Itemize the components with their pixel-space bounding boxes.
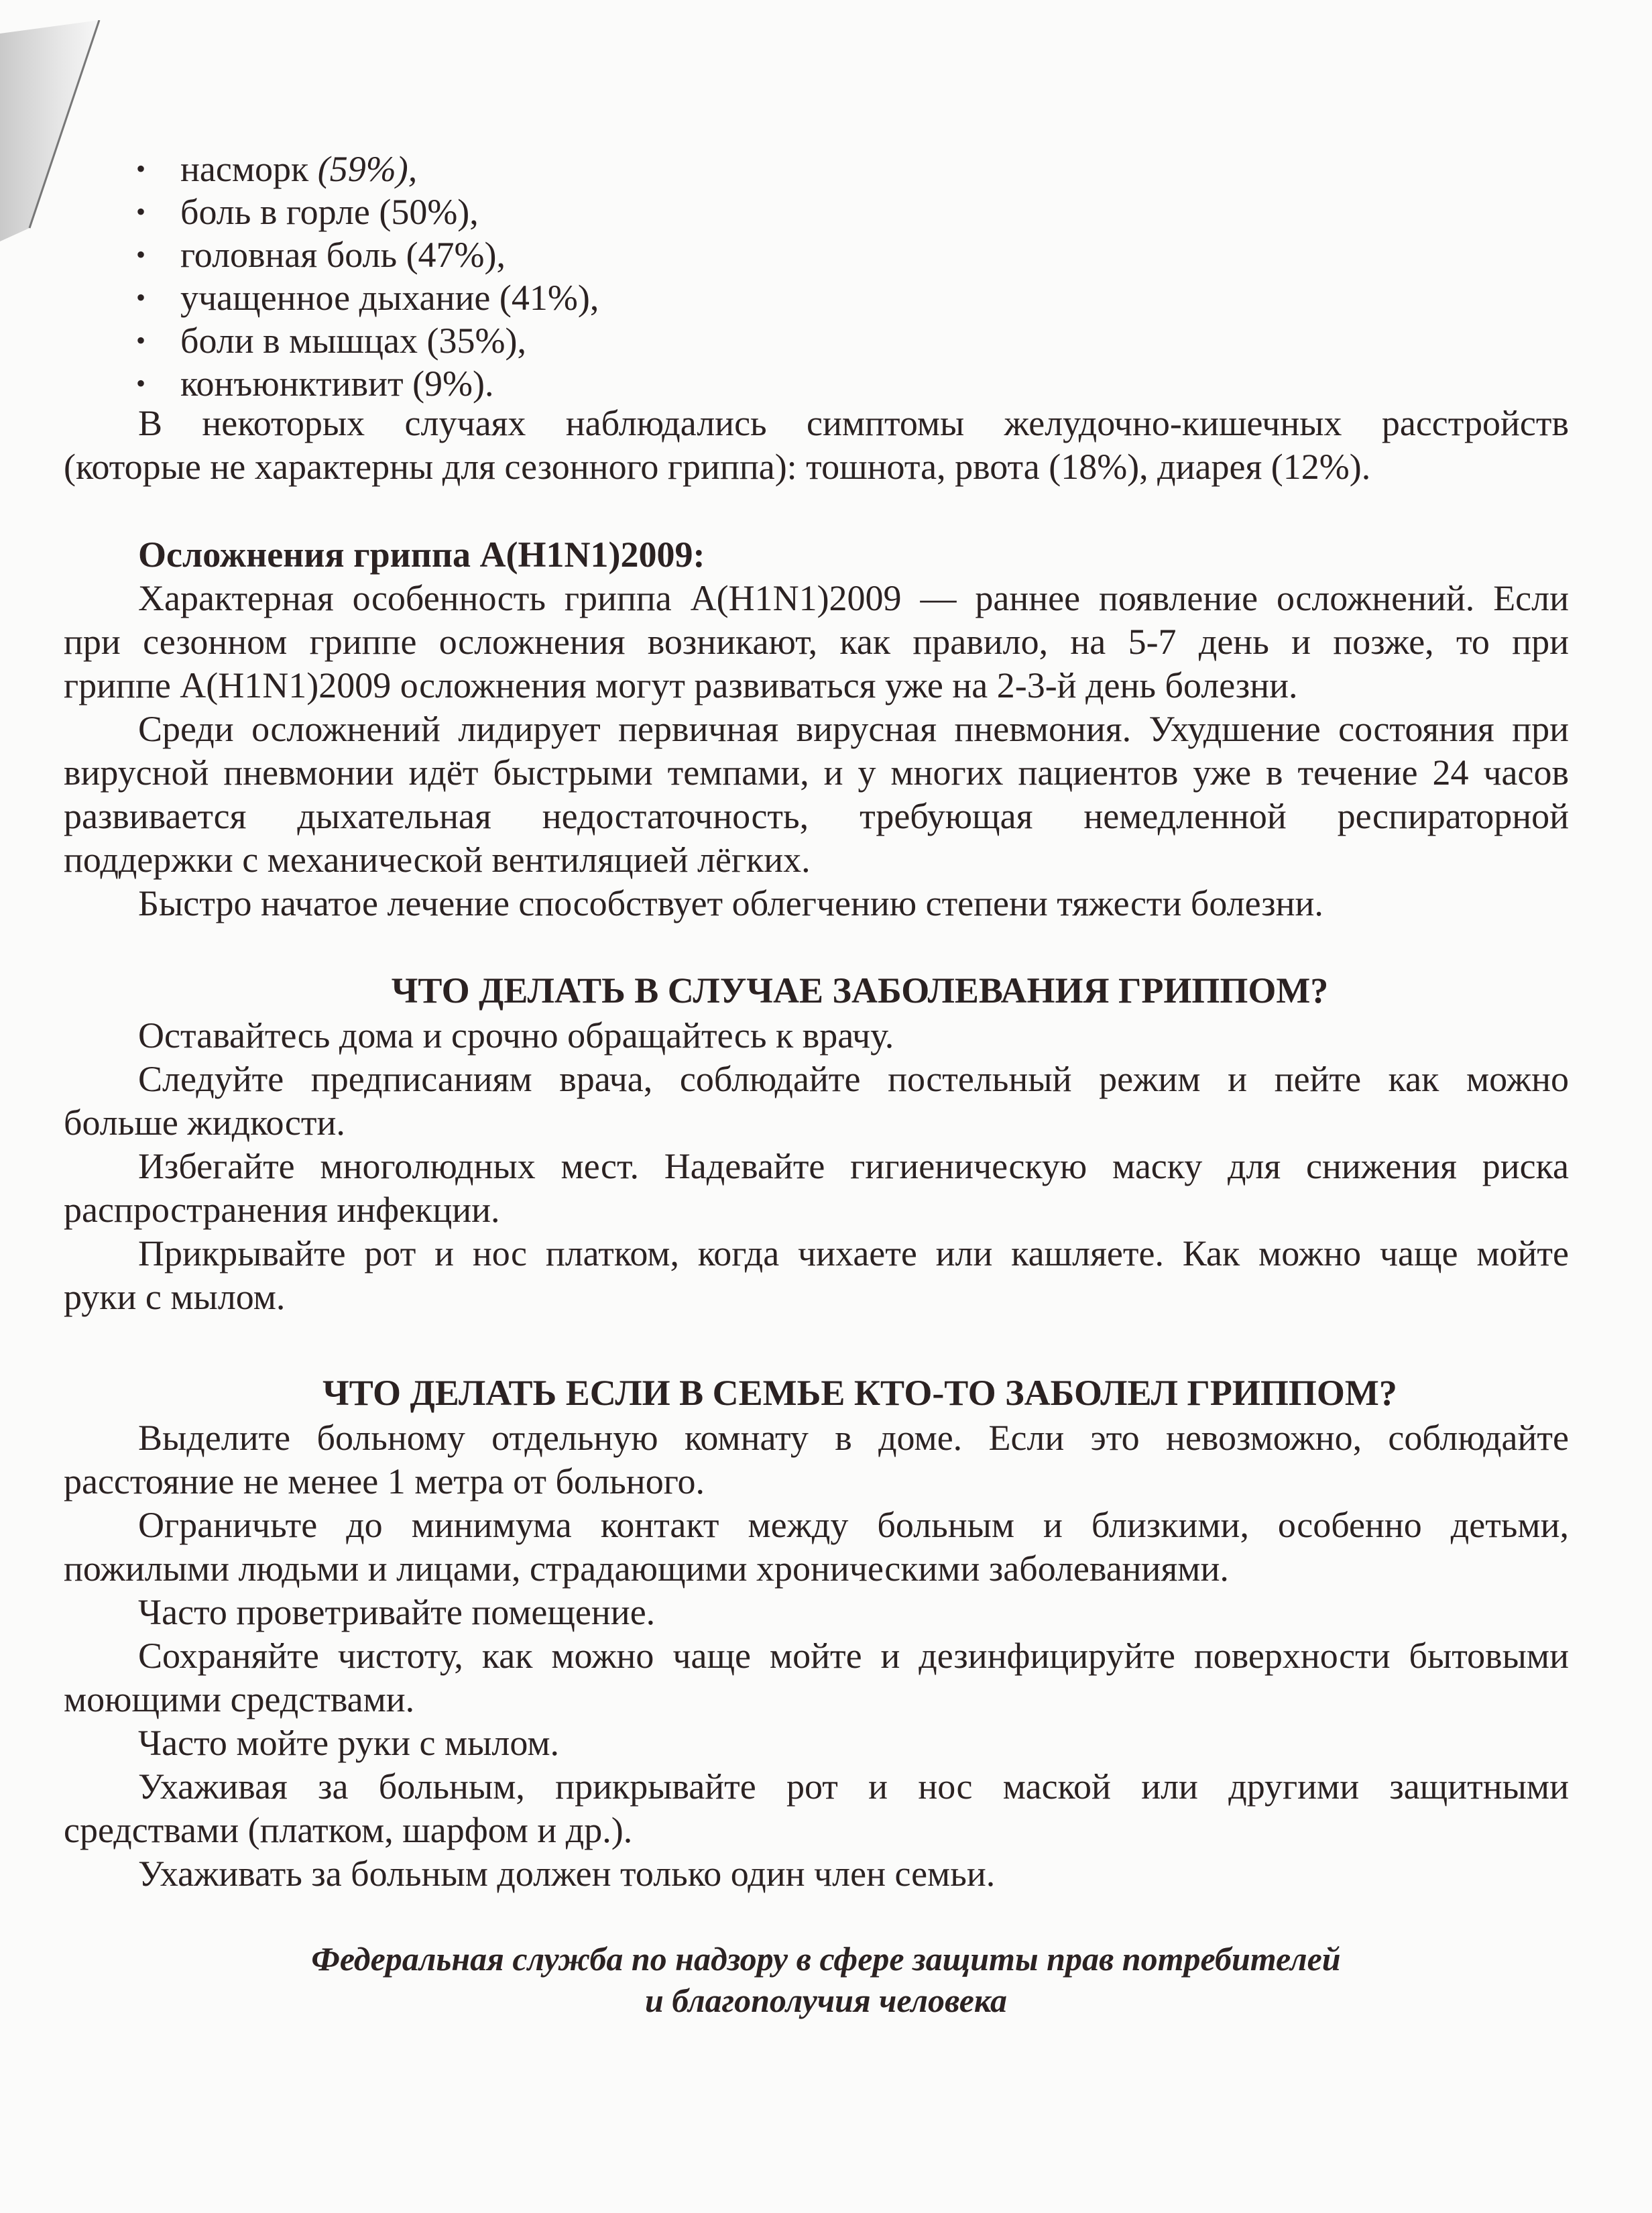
paragraph	[64, 1765, 1569, 1852]
symptom-label: конъюнктивит	[180, 363, 413, 404]
symptom-label: боль в горле	[180, 192, 379, 232]
bullet-icon: •	[136, 325, 146, 355]
bullet-icon: •	[136, 368, 146, 398]
symptom-label: насморк	[180, 149, 318, 189]
complications-section	[64, 533, 1569, 925]
paragraph-line: Ухаживая за больным, прикрывайте рот и нос маской или другими защитными	[138, 1766, 1569, 1807]
paragraph	[64, 707, 1569, 882]
symptom-label: головная боль	[180, 235, 406, 275]
paragraph	[64, 577, 1569, 707]
symptom-percent: (9%).	[412, 363, 494, 404]
paragraph-line: распространения инфекции.	[64, 1190, 500, 1230]
paragraph-line: Выделите больному отдельную комнату в доме. Если это невозможно, соблюдайте	[138, 1418, 1569, 1458]
paragraph	[64, 402, 1569, 489]
list-item	[64, 148, 1569, 190]
paragraph-line: средствами (платком, шарфом и др.).	[64, 1810, 633, 1850]
paragraph-line: Часто проветривайте помещение.	[138, 1592, 656, 1632]
paragraph-line: (которые не характерны для сезонного гриппа): тошнота, рвота (18%), диарея (12%).	[64, 447, 1371, 487]
symptom-percent: (50%),	[379, 192, 479, 232]
section-subheading: Осложнения гриппа A(H1N1)2009:	[138, 534, 705, 575]
list-item	[64, 276, 1569, 319]
paragraph-line: Характерная особенность гриппа A(H1N1)2009 — раннее появление осложнений. Если	[138, 578, 1569, 618]
paragraph-line: больше жидкости.	[64, 1102, 345, 1143]
symptom-percent: (47%),	[406, 235, 506, 275]
paragraph-line: Часто мойте руки с мылом.	[138, 1723, 559, 1763]
gi-symptoms-section	[64, 402, 1569, 489]
bullet-icon: •	[136, 196, 146, 227]
what-to-do-if-ill-section	[64, 967, 1569, 1319]
paragraph-line: расстояние не менее 1 метра от больного.	[64, 1461, 705, 1501]
paragraph-line: вирусной пневмонии идёт быстрыми темпами, и у многих пациентов уже в течение 24 часов	[64, 752, 1569, 793]
paragraph	[64, 1503, 1569, 1591]
paragraph-line: гриппе A(H1N1)2009 осложнения могут развиваться уже на 2-3-й день болезни.	[64, 665, 1298, 705]
list-item	[64, 190, 1569, 233]
paragraph	[64, 1232, 1569, 1319]
paragraph	[64, 882, 1569, 925]
paragraph	[64, 1058, 1569, 1145]
footer-line-2: и благополучия человека	[644, 1982, 1008, 2019]
paragraph	[64, 1145, 1569, 1232]
paragraph	[64, 1852, 1569, 1896]
footer-agency	[0, 1938, 1652, 2021]
section-heading: ЧТО ДЕЛАТЬ ЕСЛИ В СЕМЬЕ КТО-ТО ЗАБОЛЕЛ ГРИППОМ?	[322, 1373, 1397, 1413]
paragraph	[64, 1014, 1569, 1058]
list-item	[64, 319, 1569, 362]
list-item	[64, 362, 1569, 405]
symptom-label: боли в мышцах	[180, 321, 427, 361]
paragraph-line: поддержки с механической вентиляцией лёгких.	[64, 840, 811, 880]
family-member-ill-section	[64, 1369, 1569, 1896]
symptom-percent: (59%),	[317, 149, 418, 189]
paragraph-line: пожилыми людьми и лицами, страдающими хроническими заболеваниями.	[64, 1548, 1229, 1589]
paragraph-line: Сохраняйте чистоту, как можно чаще мойте и дезинфицируйте поверхности бытовыми	[138, 1636, 1569, 1676]
list-item	[64, 233, 1569, 276]
symptom-label: учащенное дыхание	[180, 278, 499, 318]
footer-line-1: Федеральная служба по надзору в сфере защиты прав потребителей	[311, 1940, 1341, 1978]
paragraph-line: развивается дыхательная недостаточность, требующая немедленной респираторной	[64, 796, 1569, 836]
paragraph-line: Ограничьте до минимума контакт между больным и близкими, особенно детьми,	[138, 1505, 1569, 1545]
bullet-icon: •	[136, 239, 146, 270]
paragraph-line: Быстро начатое лечение способствует облегчению степени тяжести болезни.	[138, 883, 1323, 923]
paragraph-line: Среди осложнений лидирует первичная вирусная пневмония. Ухудшение состояния при	[138, 709, 1569, 749]
paragraph	[64, 1591, 1569, 1634]
bullet-icon: •	[136, 282, 146, 313]
paragraph-line: Оставайтесь дома и срочно обращайтесь к врачу.	[138, 1015, 894, 1056]
symptom-percent: (35%),	[426, 321, 526, 361]
symptom-percent: (41%),	[499, 278, 599, 318]
paragraph-line: Ухаживать за больным должен только один член семьи.	[138, 1854, 996, 1894]
section-heading: ЧТО ДЕЛАТЬ В СЛУЧАЕ ЗАБОЛЕВАНИЯ ГРИППОМ?	[391, 970, 1329, 1011]
paragraph-line: при сезонном гриппе осложнения возникают, как правило, на 5-7 день и позже, то при	[64, 622, 1569, 662]
paragraph-line: моющими средствами.	[64, 1679, 415, 1719]
paragraph-line: В некоторых случаях наблюдались симптомы желудочно-кишечных расстройств	[138, 403, 1569, 443]
paragraph-line: Избегайте многолюдных мест. Надевайте гигиеническую маску для снижения риска	[138, 1146, 1569, 1186]
paragraph-line: Следуйте предписаниям врача, соблюдайте постельный режим и пейте как можно	[138, 1059, 1569, 1099]
paragraph-line: руки с мылом.	[64, 1277, 286, 1317]
paragraph-line: Прикрывайте рот и нос платком, когда чихаете или кашляете. Как можно чаще мойте	[138, 1233, 1569, 1273]
paragraph	[64, 1634, 1569, 1721]
symptom-list	[64, 148, 1569, 405]
paragraph	[64, 1416, 1569, 1503]
paragraph	[64, 1721, 1569, 1765]
bullet-icon: •	[136, 154, 146, 184]
